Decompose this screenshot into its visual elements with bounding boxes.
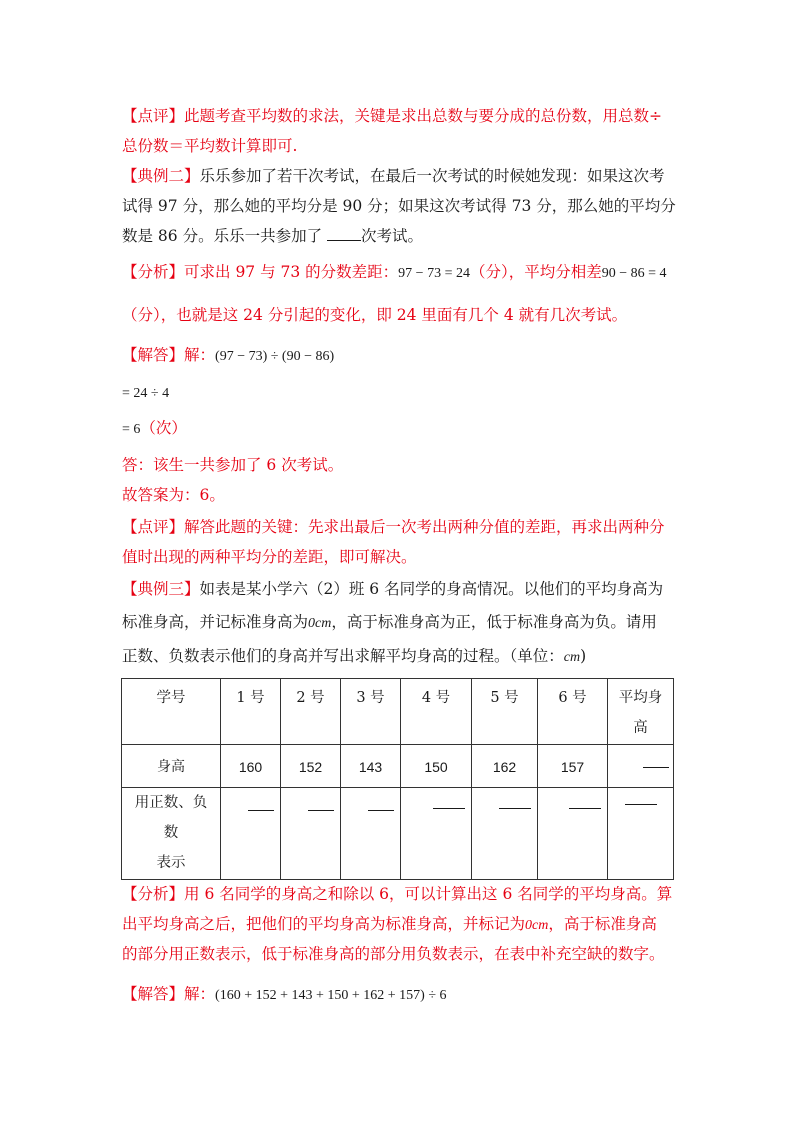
answer-blank xyxy=(569,808,601,809)
example-tag: 【典例三】 xyxy=(122,580,200,598)
analysis-2-line-2: （分），也就是这 24 分引起的变化，即 24 里面有几个 4 就有几次考试。 xyxy=(122,306,628,324)
math-expression: 90 − 86 = 4 xyxy=(601,266,667,281)
height-table xyxy=(121,678,674,880)
answer-blank xyxy=(643,767,669,768)
table-header-cell: 6 号 xyxy=(538,679,608,745)
table-header-row xyxy=(122,679,674,745)
table-cell xyxy=(472,788,538,880)
table-header-cell: 3 号 xyxy=(341,679,401,745)
table-cell: 162 xyxy=(472,745,538,788)
answer-tag: 【解答】 xyxy=(122,346,185,364)
review-1-line-1: 【点评】此题考查平均数的求法，关键是求出总数与要分成的总份数，用总数÷ xyxy=(122,107,663,125)
table-header-cell: 学号 xyxy=(122,679,221,745)
table-cell: 用正数、负 数 表示 xyxy=(122,788,221,880)
table-cell xyxy=(608,788,674,880)
table-cell xyxy=(221,788,281,880)
example-3-line-1: 【典例三】如表是某小学六（2）班 6 名同学的身高情况。以他们的平均身高为 xyxy=(122,580,664,598)
table-header-cell: 1 号 xyxy=(221,679,281,745)
table-cell: 143 xyxy=(341,745,401,788)
answer-2-line-1: 【解答】解：(97 − 73) ÷ (90 − 86) xyxy=(122,346,335,364)
review-tag: 【点评】 xyxy=(122,518,185,536)
analysis-3-line-3: 的部分用正数表示，低于标准身高的部分用负数表示，在表中补充空缺的数字。 xyxy=(122,945,665,963)
table-header-cell: 4 号 xyxy=(401,679,472,745)
example-2-line-1: 【典例二】乐乐参加了若干次考试，在最后一次考试的时候她发现：如果这次考 xyxy=(122,167,665,185)
math-expression: 97 − 73 = 24 xyxy=(398,266,470,281)
answer-blank xyxy=(499,808,531,809)
table-cell xyxy=(341,788,401,880)
table-cell: 157 xyxy=(538,745,608,788)
review-2-line-2: 值时出现的两种平均分的差距，即可解决。 xyxy=(122,548,417,566)
analysis-tag: 【分析】 xyxy=(122,885,185,903)
table-header-cell: 5 号 xyxy=(472,679,538,745)
table-cell: 身高 xyxy=(122,745,221,788)
math-expression: (160 + 152 + 143 + 150 + 162 + 157) ÷ 6 xyxy=(215,988,447,1003)
answer-blank xyxy=(248,810,274,811)
answer-blank xyxy=(433,808,465,809)
table-cell xyxy=(281,788,341,880)
review-tag: 【点评】 xyxy=(122,107,185,125)
analysis-tag: 【分析】 xyxy=(122,263,185,281)
analysis-3-line-2: 出平均身高之后，把他们的平均身高为标准身高，并标记为0cm，高于标准身高 xyxy=(122,915,657,933)
answer-blank xyxy=(368,810,394,811)
table-cell: 160 xyxy=(221,745,281,788)
answer-2-step-2: = 24 ÷ 4 xyxy=(122,386,170,401)
table-cell xyxy=(608,745,674,788)
table-row-signed xyxy=(122,788,674,880)
table-cell: 150 xyxy=(401,745,472,788)
answer-blank xyxy=(625,804,657,805)
answer-tag: 【解答】 xyxy=(122,985,185,1003)
analysis-2-line-1: 【分析】可求出 97 与 73 的分数差距：97 − 73 = 24（分），平均分相差90 − 86 = 4 xyxy=(122,263,667,281)
review-2-line-1: 【点评】解答此题的关键：先求出最后一次考出两种分值的差距，再求出两种分 xyxy=(122,518,665,536)
example-2-line-2: 试得 97 分，那么她的平均分是 90 分；如果这次考试得 73 分，那么她的平均分 xyxy=(122,197,676,215)
analysis-3-line-1: 【分析】用 6 名同学的身高之和除以 6，可以计算出这 6 名同学的平均身高。算 xyxy=(122,885,673,903)
answer-blank xyxy=(327,226,361,241)
answer-2-step-3: = 6（次） xyxy=(122,419,187,437)
table-header-cell: 2 号 xyxy=(281,679,341,745)
table-cell xyxy=(538,788,608,880)
review-1-line-2: 总份数＝平均数计算即可. xyxy=(122,137,298,155)
table-header-cell: 平均身 高 xyxy=(608,679,674,745)
example-3-line-3: 正数、负数表示他们的身高并写出求解平均身高的过程。（单位：cm) xyxy=(122,647,587,665)
example-2-line-3: 数是 86 分。乐乐一共参加了 次考试。 xyxy=(122,227,424,245)
example-3-line-2: 标准身高，并记标准身高为0cm，高于标准身高为正，低于标准身高为负。请用 xyxy=(122,613,657,631)
answer-3-line-1: 【解答】解：(160 + 152 + 143 + 150 + 162 + 157) ÷ 6 xyxy=(122,985,447,1003)
table-cell: 152 xyxy=(281,745,341,788)
table-cell xyxy=(401,788,472,880)
table-row-heights xyxy=(122,745,674,788)
answer-blank xyxy=(308,810,334,811)
example-tag: 【典例二】 xyxy=(122,167,200,185)
math-expression: (97 − 73) ÷ (90 − 86) xyxy=(215,349,335,364)
answer-2-reply: 答：该生一共参加了 6 次考试。 xyxy=(122,456,344,474)
answer-2-final: 故答案为：6。 xyxy=(122,486,225,504)
